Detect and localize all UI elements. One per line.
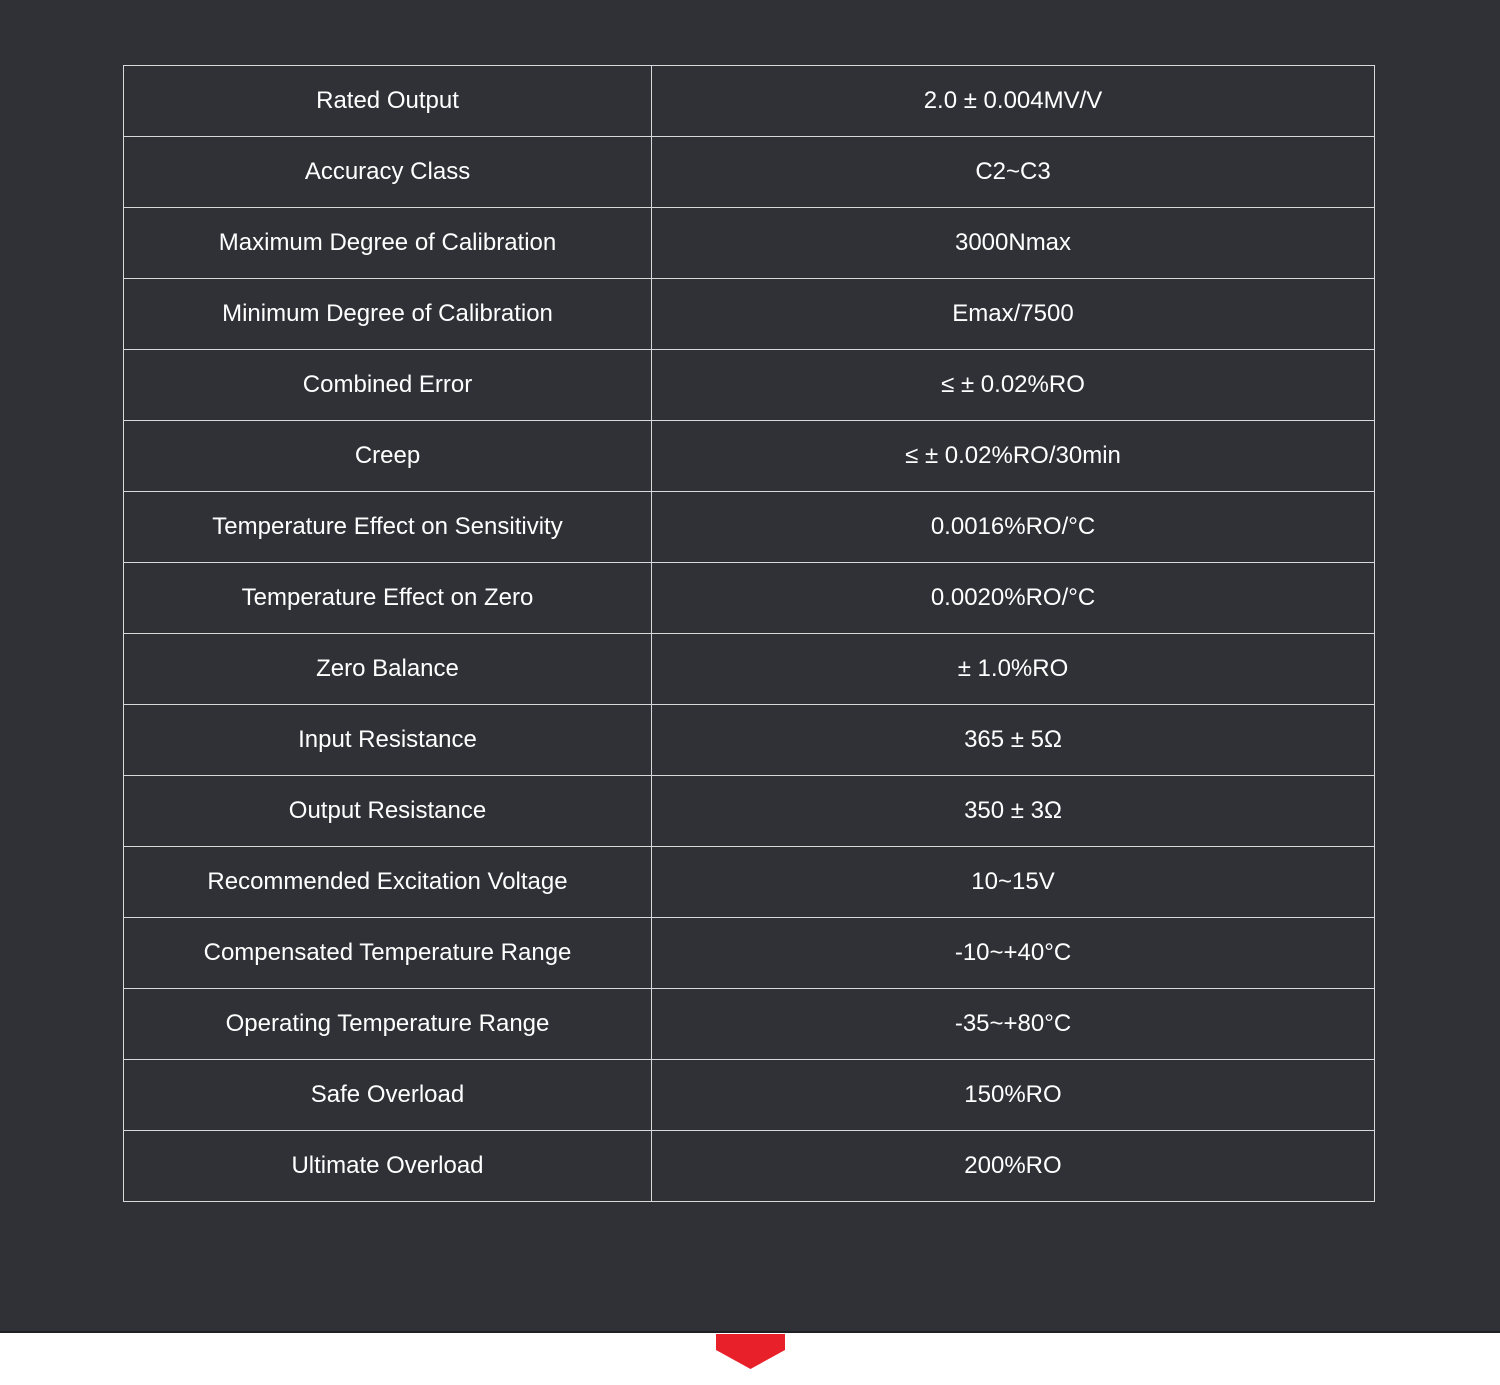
spec-value: ± 1.0%RO	[652, 634, 1375, 705]
spec-label: Temperature Effect on Zero	[124, 563, 652, 634]
table-row	[124, 1131, 1375, 1202]
spec-value: C2~C3	[652, 137, 1375, 208]
table-row	[124, 989, 1375, 1060]
spec-label: Compensated Temperature Range	[124, 918, 652, 989]
table-row	[124, 847, 1375, 918]
spec-label: Ultimate Overload	[124, 1131, 652, 1202]
spec-value: Emax/7500	[652, 279, 1375, 350]
table-row	[124, 634, 1375, 705]
red-chevron-tab-icon	[716, 1334, 785, 1370]
table-row	[124, 918, 1375, 989]
spec-value: ≤ ± 0.02%RO	[652, 350, 1375, 421]
spec-label: Input Resistance	[124, 705, 652, 776]
spec-value: -10~+40°C	[652, 918, 1375, 989]
spec-value: 2.0 ± 0.004MV/V	[652, 66, 1375, 137]
spec-label: Safe Overload	[124, 1060, 652, 1131]
spec-value: 365 ± 5Ω	[652, 705, 1375, 776]
spec-value: -35~+80°C	[652, 989, 1375, 1060]
table-row	[124, 492, 1375, 563]
spec-value: 0.0020%RO/°C	[652, 563, 1375, 634]
spec-label: Recommended Excitation Voltage	[124, 847, 652, 918]
spec-label: Accuracy Class	[124, 137, 652, 208]
table-row	[124, 776, 1375, 847]
spec-value: 150%RO	[652, 1060, 1375, 1131]
spec-label: Rated Output	[124, 66, 652, 137]
table-row	[124, 705, 1375, 776]
spec-value: 200%RO	[652, 1131, 1375, 1202]
table-row	[124, 563, 1375, 634]
table-row	[124, 350, 1375, 421]
spec-label: Operating Temperature Range	[124, 989, 652, 1060]
table-row	[124, 137, 1375, 208]
spec-value: 0.0016%RO/°C	[652, 492, 1375, 563]
table-row	[124, 1060, 1375, 1131]
spec-value: 3000Nmax	[652, 208, 1375, 279]
spec-label: Maximum Degree of Calibration	[124, 208, 652, 279]
spec-label: Zero Balance	[124, 634, 652, 705]
spec-label: Minimum Degree of Calibration	[124, 279, 652, 350]
spec-label: Output Resistance	[124, 776, 652, 847]
table-row	[124, 421, 1375, 492]
spec-value: ≤ ± 0.02%RO/30min	[652, 421, 1375, 492]
spec-label: Creep	[124, 421, 652, 492]
spec-label: Combined Error	[124, 350, 652, 421]
panel-bottom-divider	[0, 1331, 1500, 1333]
table-row	[124, 208, 1375, 279]
spec-label: Temperature Effect on Sensitivity	[124, 492, 652, 563]
table-row	[124, 66, 1375, 137]
specification-table	[123, 65, 1375, 1202]
spec-value: 10~15V	[652, 847, 1375, 918]
table-row	[124, 279, 1375, 350]
spec-value: 350 ± 3Ω	[652, 776, 1375, 847]
